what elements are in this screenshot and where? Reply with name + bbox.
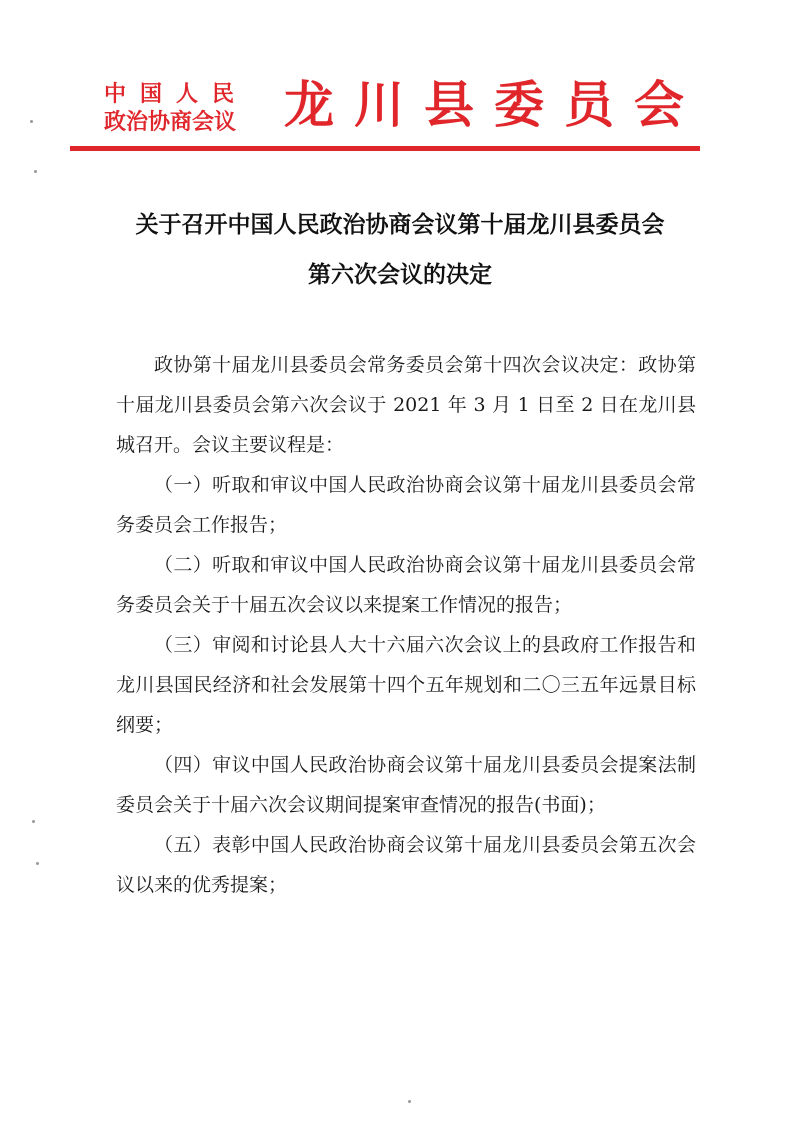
agenda-item-5: （五）表彰中国人民政治协商会议第十届龙川县委员会第五次会议以来的优秀提案； [116,834,696,896]
agenda-item-3: （三）审阅和讨论县人大十六届六次会议上的县政府工作报告和龙川县国民经济和社会发展第十四个五年规划和二〇三五年远景目标纲要； [116,634,696,736]
body-intro-paragraph: 政协第十届龙川县委员会常务委员会第十四次会议决定：政协第十届龙川县委员会第六次会议于 2021 年 3 月 1 日至 2 日在龙川县城召开。会议主要议程是： [116,354,696,456]
agenda-item-1: （一）听取和审议中国人民政治协商会议第十届龙川县委员会常务委员会工作报告； [116,474,696,536]
letterhead [92,72,712,152]
title-line-2: 第六次会议的决定 [308,261,492,288]
letterhead-red-rule [70,146,700,151]
scan-speck [32,820,35,823]
scan-speck [30,120,33,123]
document-title [60,200,740,300]
scan-speck [36,862,39,865]
document-body [116,345,696,905]
scan-speck [34,170,37,173]
title-line-1: 关于召开中国人民政治协商会议第十届龙川县委员会 [135,211,665,238]
letterhead-org-block [104,80,274,136]
letterhead-org-line2: 政治协商会议 [104,109,237,135]
agenda-item-4: （四）审议中国人民政治协商会议第十届龙川县委员会提案法制委员会关于十届六次会议期间提案审查情况的报告(书面)； [116,754,696,816]
letterhead-org-name: 龙川县委员会 [284,75,704,134]
agenda-item-2: （二）听取和审议中国人民政治协商会议第十届龙川县委员会常务委员会关于十届五次会议以来提案工作情况的报告； [116,554,696,616]
letterhead-org-line1: 中国人民 [104,81,249,107]
scan-speck [408,1100,411,1103]
